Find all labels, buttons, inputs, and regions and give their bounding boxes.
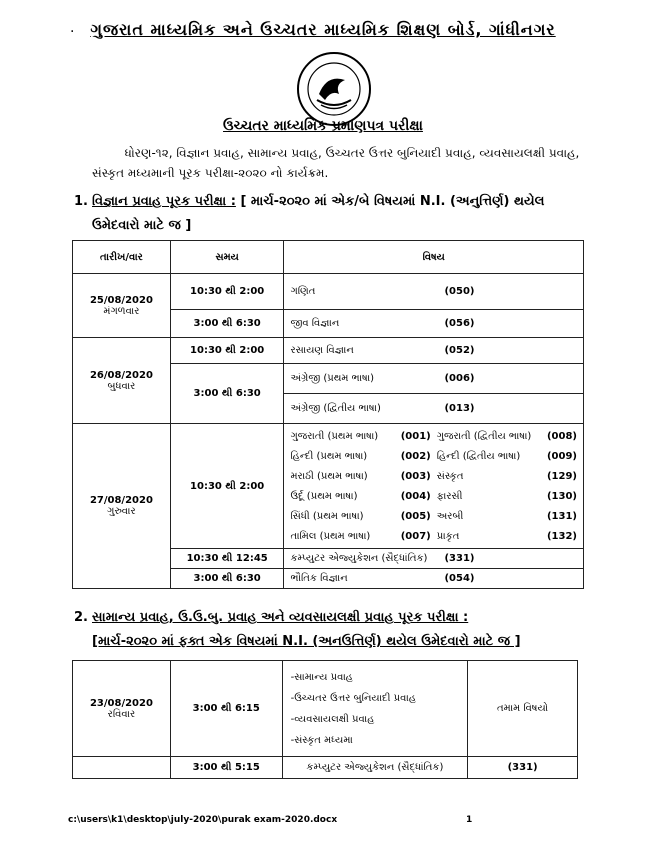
list-item xyxy=(437,427,577,445)
language-code: (003) xyxy=(400,470,431,482)
subject-code: (013) xyxy=(444,403,475,414)
general-stream-schedule-table xyxy=(72,660,578,779)
time-cell: 10:30 થી 2:00 xyxy=(170,424,284,549)
header-subject: વિષય xyxy=(284,241,584,274)
language-code: (008) xyxy=(546,430,577,442)
list-item xyxy=(437,527,577,545)
subject-cell xyxy=(284,569,584,589)
subject-name: રસાયણ વિજ્ઞાન xyxy=(290,345,354,356)
empty-cell xyxy=(73,757,171,779)
list-item: -ઉચ્ચતર ઉત્તર બુનિયાદી પ્રવાહ xyxy=(290,692,416,704)
subject-code: (050) xyxy=(444,286,475,297)
footer-file-path: c:\users\k1\desktop\july-2020\purak exam-2020.docx xyxy=(68,815,338,825)
time-cell: 10:30 થી 12:45 xyxy=(170,549,284,569)
subject-code: (052) xyxy=(444,345,475,356)
list-item xyxy=(290,507,430,525)
section1-number: 1. xyxy=(74,194,88,209)
language-subjects-cell xyxy=(284,424,584,549)
section2-heading xyxy=(74,606,604,654)
subject-code: (006) xyxy=(444,373,475,384)
list-item xyxy=(437,447,577,465)
language-code: (009) xyxy=(546,450,577,462)
subject-code: (056) xyxy=(444,318,475,329)
language-code: (004) xyxy=(400,490,431,502)
section2-title-line2: [માર્ચ-૨૦૨૦ માં ફક્ત એક વિષયમાં N.I. (અનઉત્તિર્ણ) થયેલ ઉમેદવારો માટે જ ] xyxy=(92,634,521,649)
section1-title-line2: ઉમેદવારો માટે જ ] xyxy=(92,218,192,233)
language-name: ગુજરાતી (દ્વિતીય ભાષા) xyxy=(436,430,532,442)
language-name: ગુજરાતી (પ્રથમ ભાષા) xyxy=(290,430,379,442)
language-name: ફારસી xyxy=(436,490,463,502)
intro-text xyxy=(92,143,612,183)
language-name: મરાઠી (પ્રથમ ભાષા) xyxy=(290,470,368,482)
science-schedule-table xyxy=(72,240,584,589)
weekday-value: બુધવાર xyxy=(107,380,136,392)
list-item xyxy=(437,487,577,505)
header-date: તારીખ/વાર xyxy=(73,241,171,274)
time-cell: 3:00 થી 6:15 xyxy=(170,661,282,757)
date-value: 23/08/2020 xyxy=(89,697,153,709)
streams-cell xyxy=(282,661,468,757)
subject-cell xyxy=(284,310,584,338)
weekday-value: મંગળવાર xyxy=(103,305,140,317)
subject-cell xyxy=(284,364,584,394)
language-code: (005) xyxy=(400,510,431,522)
date-value: 25/08/2020 xyxy=(89,294,153,306)
language-name: ઉર્દૂ (પ્રથમ ભાષા) xyxy=(290,490,358,502)
date-cell xyxy=(73,274,171,338)
subject-name: અંગ્રેજી (પ્રથમ ભાષા) xyxy=(290,373,375,384)
language-name: સિંધી (પ્રથમ ભાષા) xyxy=(290,510,364,522)
language-name: પ્રાકૃત xyxy=(436,530,460,542)
time-cell: 3:00 થી 6:30 xyxy=(170,364,284,424)
list-item xyxy=(290,427,430,445)
subject-code: (054) xyxy=(444,573,475,584)
intro-line-1: ધોરણ-૧૨, વિજ્ઞાન પ્રવાહ, સામાન્ય પ્રવાહ, ઉચ્ચતર ઉત્તર બુનિયાદી પ્રવાહ, વ્યવસાયલક્ષી પ્રવાહ, xyxy=(124,146,580,160)
header-time: સમય xyxy=(170,241,284,274)
table-row xyxy=(73,338,584,364)
list-item: -વ્યવસાયલક્ષી પ્રવાહ xyxy=(290,713,375,725)
language-code: (129) xyxy=(546,470,577,482)
subject-cell: તમામ વિષયો xyxy=(468,661,578,757)
date-cell xyxy=(73,338,171,424)
subject-cell xyxy=(284,394,584,424)
language-code: (007) xyxy=(400,530,431,542)
subject-name: ગણિત xyxy=(290,286,316,297)
list-item xyxy=(290,447,430,465)
section2-title-line1: સામાન્ય પ્રવાહ, ઉ.ઉ.બુ. પ્રવાહ અને વ્યવસાયલક્ષી પ્રવાહ પૂરક પરીક્ષા : xyxy=(92,610,469,625)
time-cell: 3:00 થી 6:30 xyxy=(170,569,284,589)
stray-dot: . xyxy=(70,20,75,36)
board-seal-logo xyxy=(295,50,373,128)
section2-number: 2. xyxy=(74,610,88,625)
weekday-value: ગુરુવાર xyxy=(107,506,136,517)
language-code: (002) xyxy=(400,450,431,462)
list-item: -સંસ્કૃત મધ્યમા xyxy=(290,734,353,746)
language-code: (001) xyxy=(400,430,431,442)
subject-name: ભૌતિક વિજ્ઞાન xyxy=(290,573,348,584)
subject-code: (331) xyxy=(444,553,475,564)
subject-name: કમ્પ્યુટર એજ્યુકેશન (સૈદ્ધાંતિક) xyxy=(290,553,428,564)
subject-cell: કમ્પ્યુટર એજ્યુકેશન (સૈદ્ધાંતિક) xyxy=(282,757,468,779)
language-name: અરબી xyxy=(436,510,464,522)
subject-cell xyxy=(284,274,584,310)
language-code: (131) xyxy=(546,510,577,522)
date-value: 27/08/2020 xyxy=(89,495,153,506)
time-cell: 3:00 થી 6:30 xyxy=(170,310,284,338)
time-cell: 3:00 થી 5:15 xyxy=(170,757,282,779)
language-name: સંસ્કૃત xyxy=(436,470,464,482)
time-cell: 10:30 થી 2:00 xyxy=(170,338,284,364)
table-row xyxy=(73,424,584,549)
subject-cell xyxy=(284,338,584,364)
table-row xyxy=(73,274,584,310)
list-item xyxy=(437,467,577,485)
subject-code: (331) xyxy=(468,757,578,779)
board-title: ગુજરાત માધ્યમિક અને ઉચ્ચતર માધ્યમિક શિક્ષણ બોર્ડ, ગાંધીનગર xyxy=(90,20,556,39)
page-number: 1 xyxy=(466,815,473,825)
section1-heading xyxy=(74,190,594,238)
table-header-row xyxy=(73,241,584,274)
list-item xyxy=(290,527,430,545)
language-code: (132) xyxy=(546,530,577,542)
language-grid xyxy=(290,427,577,545)
list-item xyxy=(290,487,430,505)
section1-title-rest: [ માર્ચ-૨૦૨૦ માં એક/બે વિષયમાં N.I. (અનુત્તિર્ણ) થયેલ xyxy=(240,194,545,209)
table-row xyxy=(73,661,578,757)
language-name: તામિલ (પ્રથમ ભાષા) xyxy=(290,530,371,542)
weekday-value: રવિવાર xyxy=(107,708,136,720)
language-name: હિન્દી (પ્રથમ ભાષા) xyxy=(290,450,368,462)
date-cell xyxy=(73,424,171,589)
subject-name: જીવ વિજ્ઞાન xyxy=(290,318,340,329)
time-cell: 10:30 થી 2:00 xyxy=(170,274,284,310)
list-item xyxy=(290,467,430,485)
table-row xyxy=(73,757,578,779)
exam-title: ઉચ્ચતર માધ્યમિક પ્રમાણપત્ર પરીક્ષા xyxy=(223,118,423,134)
language-name: હિન્દી (દ્વિતીય ભાષા) xyxy=(436,450,521,462)
list-item: -સામાન્ય પ્રવાહ xyxy=(290,671,353,683)
intro-line-2: સંસ્કૃત મધ્યમાની પૂરક પરીક્ષા-૨૦૨૦ નો કાર્યક્રમ. xyxy=(92,166,329,180)
subject-cell xyxy=(284,549,584,569)
language-code: (130) xyxy=(546,490,577,502)
subject-name: અંગ્રેજી (દ્વિતીય ભાષા) xyxy=(290,403,381,414)
date-cell xyxy=(73,661,171,757)
section1-title-underlined: વિજ્ઞાન પ્રવાહ પૂરક પરીક્ષા : xyxy=(92,194,236,209)
list-item xyxy=(437,507,577,525)
date-value: 26/08/2020 xyxy=(89,369,153,381)
